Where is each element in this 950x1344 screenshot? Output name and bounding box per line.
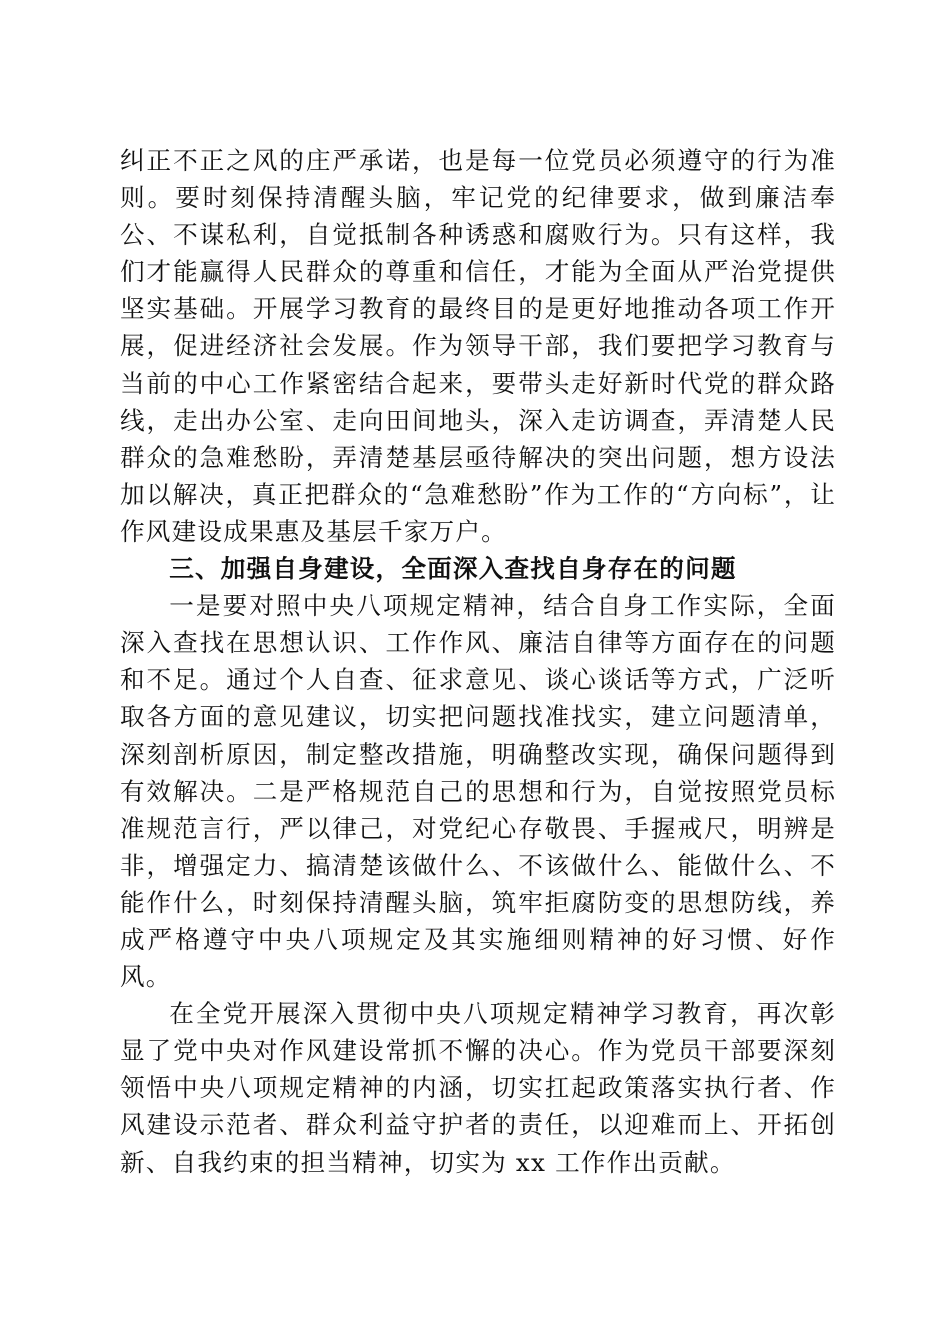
body-paragraph-continued: 纠正不正之风的庄严承诺，也是每一位党员必须遵守的行为准则。要时刻保持清醒头脑，牢记党的纪律要求，做到廉洁奉公、不谋私利，自觉抵制各种诱惑和腐败行为。只有这样，我们才能赢得人民群众的尊重和信任，才能为全面从严治党提供坚实基础。开展学习教育的最终目的是更好地推动各项工作开展，促进经济社会发展。作为领导干部，我们要把学习教育与当前的中心工作紧密结合起来，要带头走好新时代党的群众路线，走出办公室、走向田间地头，深入走访调查，弄清楚人民群众的急难愁盼，弄清楚基层亟待解决的突出问题，想方设法加以解决，真正把群众的“急难愁盼”作为工作的“方向标”，让作风建设成果惠及基层千家万户。 bbox=[120, 146, 836, 546]
document-page bbox=[120, 142, 836, 1181]
body-paragraph: 一是要对照中央八项规定精神，结合自身工作实际，全面深入查找在思想认识、工作作风、廉洁自律等方面存在的问题和不足。通过个人自查、征求意见、谈心谈话等方式，广泛听取各方面的意见建议，切实把问题找准找实，建立问题清单，深刻剖析原因，制定整改措施，明确整改实现，确保问题得到有效解决。二是严格规范自己的思想和行为，自觉按照党员标准规范言行，严以律己，对党纪心存敬畏、手握戒尺，明辨是非，增强定力、搞清楚该做什么、不该做什么、能做什么、不能作什么，时刻保持清醒头脑，筑牢拒腐防变的思想防线，养成严格遵守中央八项规定及其实施细则精神的好习惯、好作风。 bbox=[120, 591, 836, 992]
section-heading: 三、加强自身建设，全面深入查找自身存在的问题 bbox=[169, 554, 737, 584]
closing-paragraph: 在全党开展深入贯彻中央八项规定精神学习教育，再次彰显了党中央对作风建设常抓不懈的决心。作为党员干部要深刻领悟中央八项规定精神的内涵，切实扛起政策落实执行者、作风建设示范者、群众利益守护者的责任，以迎难而上、开拓创新、自我约束的担当精神，切实为 xx 工作作出贡献。 bbox=[120, 999, 836, 1177]
